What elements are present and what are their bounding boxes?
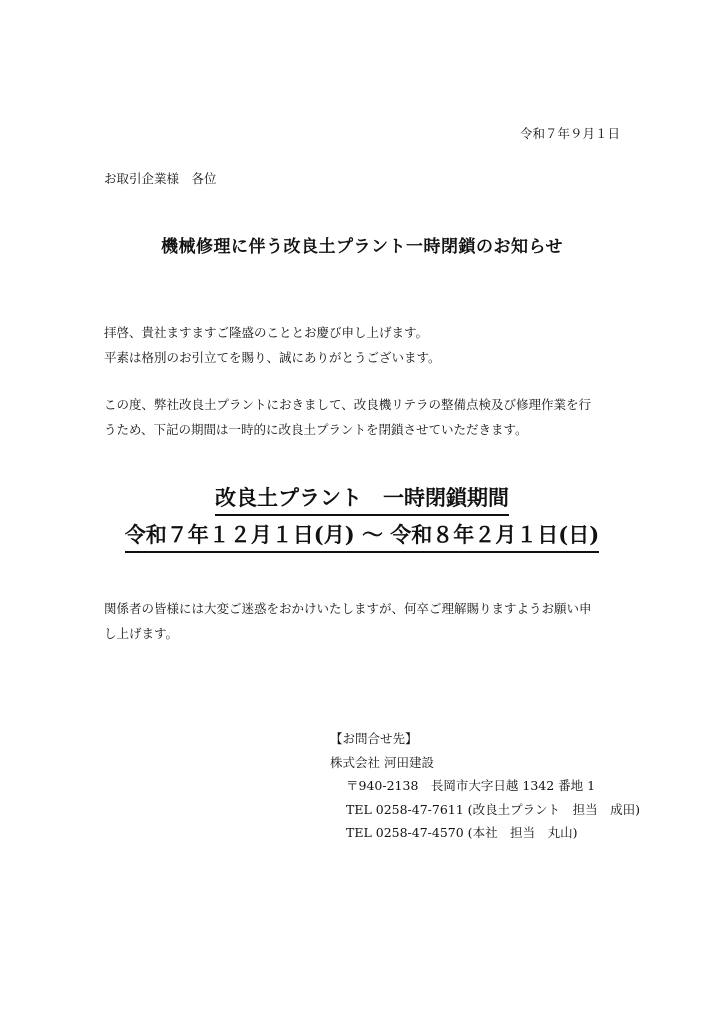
- document-title: 機械修理に伴う改良土プラント一時閉鎖のお知らせ: [161, 237, 563, 257]
- greeting-paragraph: [104, 320, 441, 370]
- contact-block: [330, 727, 640, 845]
- contact-tel-plant: TEL 0258-47-7611 (改良土プラント 担当 成田): [346, 801, 640, 817]
- greeting-line-1: 拝啓、貴社ますますご隆盛のこととお慶び申し上げます。: [104, 325, 429, 340]
- notice-line-1: この度、弊社改良土プラントにおきまして、改良機リテラの整備点検及び修理作業を行: [104, 397, 592, 412]
- apology-line-2: し上げます。: [104, 626, 179, 641]
- apology-line-1: 関係者の皆様には大変ご迷惑をおかけいたしますが、何卒ご理解賜りますようお願い申: [104, 601, 592, 616]
- apology-paragraph: [104, 596, 592, 646]
- document-date: 令和７年９月１日: [519, 126, 620, 141]
- closure-heading-text: 改良土プラント 一時閉鎖期間: [215, 482, 509, 516]
- contact-company: 株式会社 河田建設: [330, 754, 434, 770]
- notice-paragraph: [104, 392, 591, 442]
- closure-heading: [0, 482, 724, 516]
- closure-period-text: 令和７年１２月１日(月) ～ 令和８年２月１日(日): [125, 519, 599, 553]
- greeting-line-2: 平素は格別のお引立てを賜り、誠にありがとうございます。: [104, 350, 441, 365]
- closure-period: [0, 519, 724, 553]
- recipient-line: お取引企業様 各位: [104, 171, 217, 186]
- contact-tel-head-office: TEL 0258-47-4570 (本社 担当 丸山): [346, 825, 578, 840]
- notice-line-2: うため、下記の期間は一時的に改良土プラントを閉鎖させていただきます。: [104, 422, 528, 437]
- contact-header: 【お問合せ先】: [330, 731, 418, 746]
- contact-address: 〒940-2138 長岡市大字日越 1342 番地 1: [346, 778, 596, 793]
